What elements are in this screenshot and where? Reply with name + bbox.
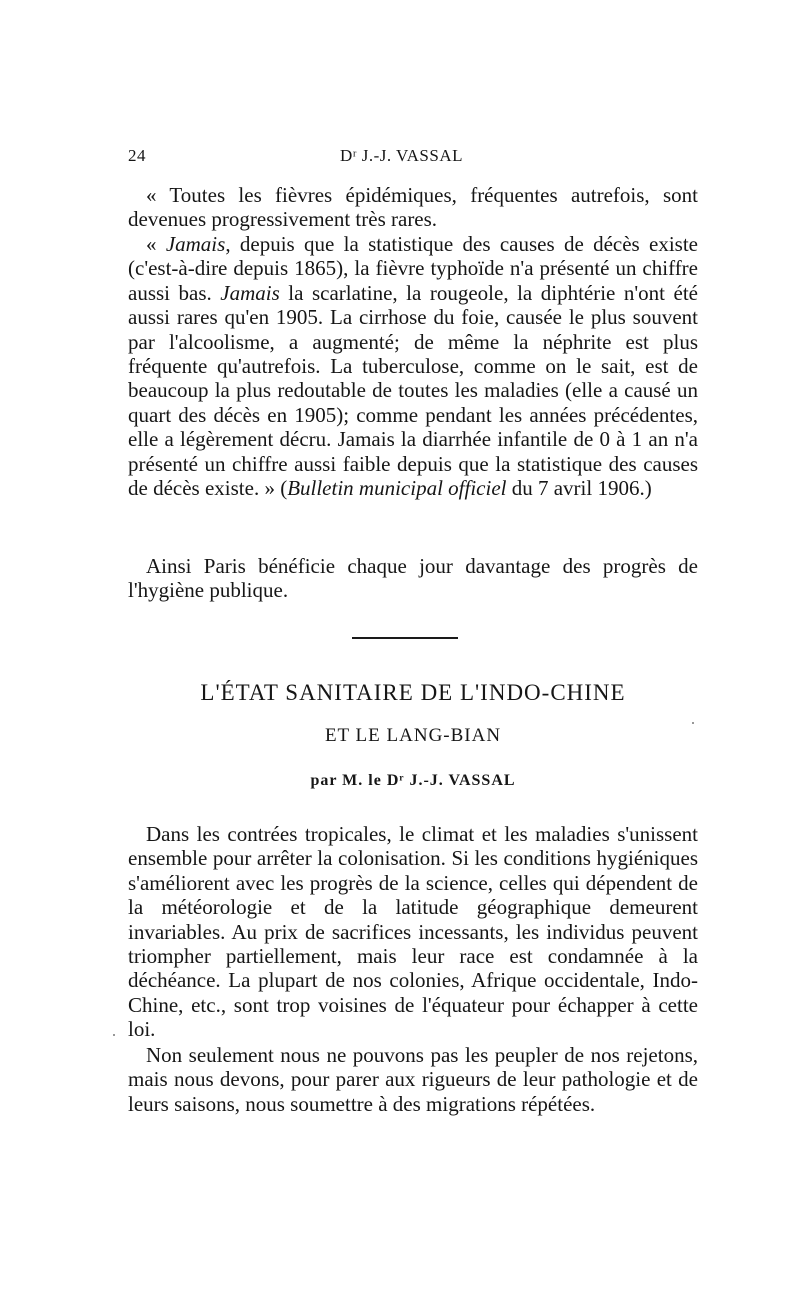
emphasis-jamais-2: Jamais xyxy=(220,280,280,305)
article-paragraph-2-text: Non seulement nous ne pouvons pas les peupler de nos rejetons, mais nous devons, pour parer aux rigueurs de leur pathologie et de leurs saisons, nous soumettre à des migrations répétées. xyxy=(128,1043,698,1116)
quote-open-mark: « xyxy=(146,232,166,256)
page-number: 24 xyxy=(128,146,146,165)
closing-paragraph xyxy=(128,554,698,603)
quote-paragraph-1 xyxy=(128,183,698,232)
citation-date: du 7 avril 1906.) xyxy=(506,476,652,501)
print-speck xyxy=(113,1034,115,1036)
quote-paragraph-2-text-b: la scarlatine, la rougeole, la diphtérie n'ont été aussi rares qu'en 1905. La cirrhose du foie, causée le plus souvent par l'alcoolisme, a augmenté; de même la néphrite est plus fréquente qu'autrefois. La tuberculose, comme on le sait, est de beaucoup la plus redoutable de toutes les maladies (elle a causé un quart des décès en 1905); comme pendant les années précédentes, elle a légèrement décru. Jamais la diarrhée infantile de 0 à 1 an n'a présenté un chiffre aussi faible depuis que la statistique des causes de décès existe. » ( xyxy=(128,280,699,501)
emphasis-jamais-1: Jamais xyxy=(165,232,226,256)
quote-paragraph-1-text: « Toutes les fièvres épidémiques, fréquentes autrefois, sont devenues progressivement très rares. xyxy=(128,183,698,232)
running-title: Dʳ J.-J. VASSAL xyxy=(340,146,463,165)
quote-paragraph-2 xyxy=(128,232,698,500)
closing-paragraph-text: Ainsi Paris bénéficie chaque jour davantage des progrès de l'hygiène publique. xyxy=(128,554,698,603)
article-paragraph-1 xyxy=(128,822,698,1042)
quote-paragraph-2-text-a: , depuis que la statistique des causes de décès existe (c'est-à-dire depuis 1865), la fièvre typhoïde n'a présenté un chiffre aussi bas. xyxy=(128,232,699,305)
article-byline: par M. le Dʳ J.-J. VASSAL xyxy=(310,772,516,789)
article-paragraph-2 xyxy=(128,1043,698,1116)
article-paragraph-1-text: Dans les contrées tropicales, le climat et les maladies s'unissent ensemble pour arrêter la colonisation. Si les conditions hygiéniques s'améliorent avec les progrès de la science, celles qui dépendent de la météorologie et de la latitude géographique demeurent invariables. Au prix de sacrifices incessants, les individus peuvent triompher partiellement, mais leur race est condamnée à la déchéance. La plupart de nos colonies, Afrique occidentale, Indo-Chine, etc., sont trop voisines de l'équateur pour échapper à cette loi. xyxy=(128,822,698,1042)
print-speck xyxy=(692,722,694,724)
section-divider-rule xyxy=(352,637,458,639)
citation-source: Bulletin municipal officiel xyxy=(287,476,507,501)
article-subtitle: ET LE LANG-BIAN xyxy=(324,725,502,746)
article-title: L'ÉTAT SANITAIRE DE L'INDO-CHINE xyxy=(200,680,626,705)
running-head xyxy=(128,146,698,172)
